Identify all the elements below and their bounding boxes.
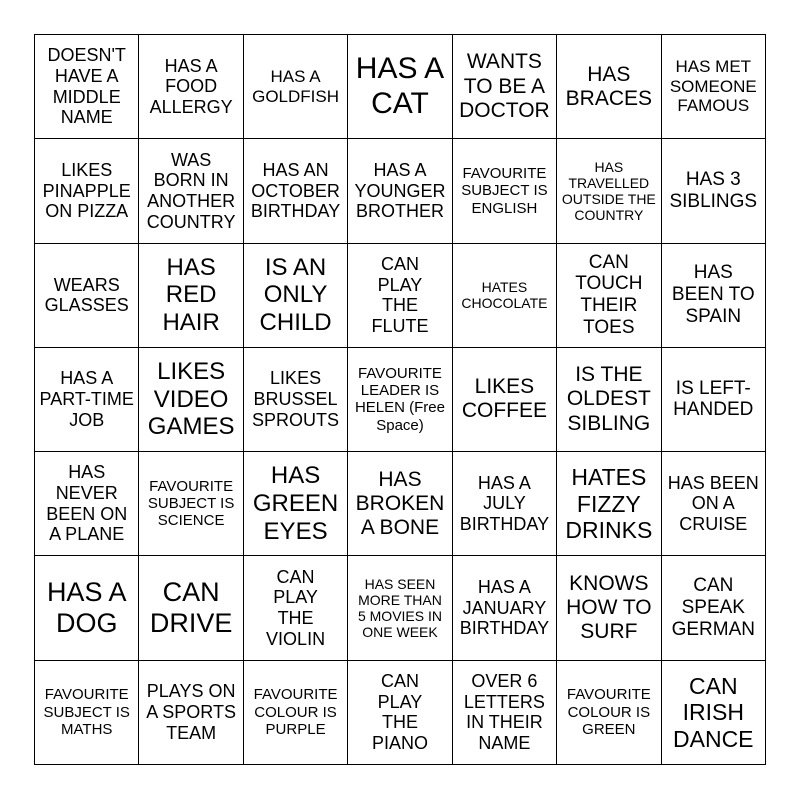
bingo-cell[interactable] [662,35,766,139]
cell-text: CAN PLAY THE VIOLIN [266,566,326,649]
cell-text: CAN TOUCH THEIR TOES [575,251,643,339]
cell-text: HAS BRACES [565,62,653,110]
bingo-cell[interactable] [244,452,348,556]
cell-text: IS THE OLDEST SIBLING [566,363,651,435]
cell-text: HAS A JANUARY BIRTHDAY [459,577,550,639]
cell-text: FAVOURITE SUBJECT IS ENGLISH [461,165,548,217]
cell-text: LIKES PINAPPLE ON PIZZA [42,159,131,222]
cell-text: OVER 6 LETTERS IN THEIR NAME [463,670,545,754]
cell-text: CAN PLAY THE PIANO [371,670,428,754]
bingo-cell[interactable] [348,35,452,139]
bingo-cell[interactable] [348,452,452,556]
bingo-cell[interactable] [244,661,348,765]
cell-text: HAS BEEN ON A CRUISE [667,472,759,535]
bingo-cell[interactable] [662,661,766,765]
cell-text: HAS AN OCTOBER BIRTHDAY [250,159,341,222]
bingo-cell[interactable] [453,244,557,348]
bingo-cell[interactable] [453,348,557,452]
cell-text: HAS TRAVELLED OUTSIDE THE COUNTRY [561,158,656,224]
bingo-cell[interactable] [244,244,348,348]
bingo-cell[interactable] [35,452,139,556]
cell-text: LIKES COFFEE [461,375,547,423]
cell-text: HAS NEVER BEEN ON A PLANE [46,462,128,545]
bingo-cell[interactable] [348,139,452,243]
bingo-grid [34,34,766,765]
bingo-cell[interactable] [35,139,139,243]
bingo-cell[interactable] [139,139,243,243]
cell-text: FAVOURITE COLOUR IS GREEN [566,686,651,738]
bingo-cell[interactable] [35,556,139,660]
bingo-cell[interactable] [35,348,139,452]
bingo-cell[interactable] [662,244,766,348]
cell-text: HAS A PART-TIME JOB [39,368,134,430]
bingo-cell[interactable] [348,244,452,348]
cell-text: HAS BROKEN A BONE [355,467,445,539]
cell-text: HAS BEEN TO SPAIN [671,262,755,328]
cell-text: HAS SEEN MORE THAN 5 MOVIES IN ONE WEEK [357,575,442,641]
cell-text: CAN SPEAK GERMAN [671,575,755,640]
bingo-cell[interactable] [244,139,348,243]
bingo-cell[interactable] [557,661,661,765]
cell-text: PLAYS ON A SPORTS TEAM [146,681,236,743]
bingo-cell[interactable] [348,661,452,765]
bingo-cell[interactable] [557,556,661,660]
cell-text: DOESN'T HAVE A MIDDLE NAME [47,45,126,128]
cell-text: WANTS TO BE A DOCTOR [459,50,550,122]
cell-text: HAS A YOUNGER BROTHER [354,159,446,222]
cell-text: HAS A CAT [355,52,445,120]
bingo-cell[interactable] [557,452,661,556]
bingo-cell[interactable] [244,556,348,660]
bingo-cell[interactable] [348,556,452,660]
bingo-cell[interactable] [557,348,661,452]
cell-text: WEARS GLASSES [44,274,129,316]
cell-text: KNOWS HOW TO SURF [566,571,652,644]
bingo-cell[interactable] [453,35,557,139]
bingo-cell[interactable] [244,35,348,139]
cell-text: LIKES VIDEO GAMES [147,358,235,441]
cell-text: IS LEFT-HANDED [673,377,754,421]
cell-text: CAN DRIVE [149,577,233,639]
cell-text: FAVOURITE SUBJECT IS MATHS [43,686,130,738]
bingo-cell[interactable] [557,35,661,139]
cell-text: HAS 3 SIBLINGS [669,169,758,212]
bingo-cell[interactable] [453,661,557,765]
bingo-cell[interactable] [557,139,661,243]
cell-text: WAS BORN IN ANOTHER COUNTRY [146,149,236,232]
cell-text: FAVOURITE SUBJECT IS SCIENCE [147,477,235,530]
bingo-cell[interactable] [139,661,243,765]
bingo-cell[interactable] [453,139,557,243]
bingo-cell[interactable] [662,139,766,243]
bingo-cell[interactable] [662,556,766,660]
cell-text: IS AN ONLY CHILD [259,253,332,336]
bingo-cell[interactable] [244,348,348,452]
cell-text: LIKES BRUSSEL SPROUTS [252,368,340,430]
bingo-cell[interactable] [139,35,243,139]
bingo-cell[interactable] [348,348,452,452]
cell-text: HATES CHOCOLATE [461,279,548,312]
bingo-cell[interactable] [35,35,139,139]
cell-text: FAVOURITE LEADER IS HELEN (Free Space) [354,364,445,434]
bingo-cell[interactable] [662,452,766,556]
bingo-cell[interactable] [139,556,243,660]
bingo-cell[interactable] [662,348,766,452]
bingo-cell[interactable] [139,348,243,452]
cell-text: HAS RED HAIR [162,253,220,336]
bingo-cell[interactable] [35,661,139,765]
cell-text: HAS A JULY BIRTHDAY [459,472,550,535]
cell-text: HAS GREEN EYES [252,462,339,545]
cell-text: FAVOURITE COLOUR IS PURPLE [253,686,338,738]
cell-text: HAS A FOOD ALLERGY [149,55,233,117]
cell-text: CAN IRISH DANCE [673,672,754,752]
bingo-cell[interactable] [139,452,243,556]
bingo-cell[interactable] [453,452,557,556]
cell-text: HAS MET SOMEONE FAMOUS [669,57,757,116]
bingo-cell[interactable] [35,244,139,348]
bingo-cell[interactable] [139,244,243,348]
cell-text: CAN PLAY THE FLUTE [371,253,429,336]
bingo-cell[interactable] [453,556,557,660]
cell-text: HAS A DOG [46,577,127,639]
cell-text: HATES FIZZY DRINKS [565,464,653,543]
bingo-cell[interactable] [557,244,661,348]
cell-text: HAS A GOLDFISH [252,67,340,106]
